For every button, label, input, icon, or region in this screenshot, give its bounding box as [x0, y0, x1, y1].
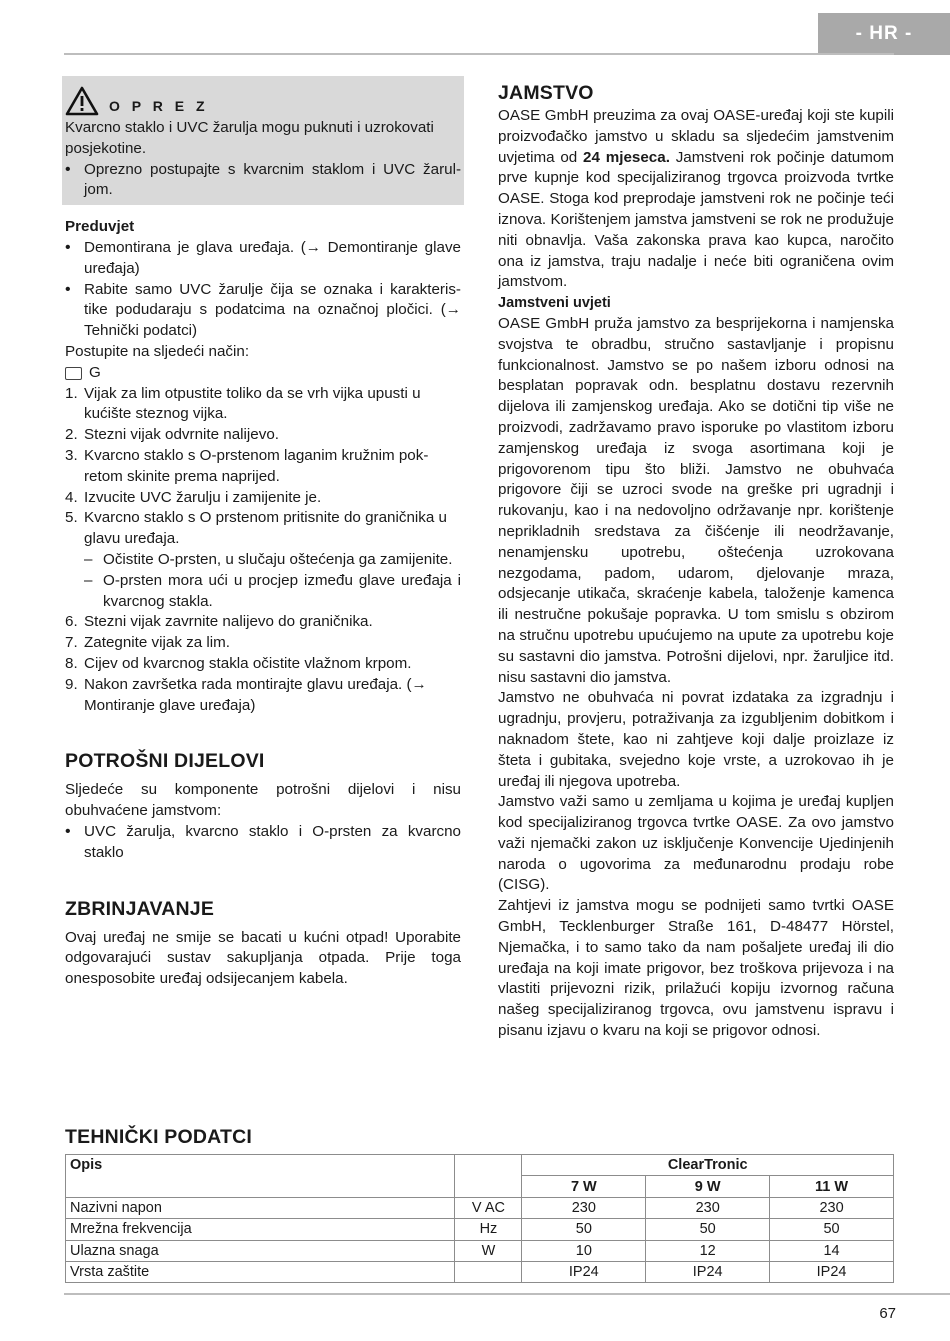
warranty-conditions-text: OASE GmbH pruža jamstvo za besprijekorna i namjenska svojstva te obradbu, stručno sastavljanje i propisnu funkcionalnost. Jamstvo se po našem izboru odnosi na besplatan popravak odn. besplatnu dostavu rezervnih dijelova ili zamjenskog uređaja. Ako se dotični tip više ne proizvodi, zadržavamo pravo isporuke po vlastitom izboru zamjenskog uređaja iz svoga asortimana koji je prigovorenom tipu što bliži. Jamstvo ne obuhvaća prigovore čiji se uzroci svode na greške pri ugradnji i rukovanju, kao i na nedovoljno održavanje npr. korištenje neprikladnih sredstava za čišćenje ili neodržavanje, nenamjensku upotrebu, oštećenja uzrokovana nezgodama, padom, udarom, djelovanje mraza, odsjecanje utikača, skraćenje kabela, taloženje kamenca ili nestručne pokušaje popravka. U tom smislu s obzirom na stručnu upotrebu upućujemo na upute za upotrebu koje su sastavni dio jamstva. Potrošni dijelovi, npr. žaruljice itd. nisu sastavni dio jamstva. — [498, 314, 894, 686]
table-header-cell: Opis — [66, 1155, 455, 1198]
sub-step-item: – O-prsten mora ući u procjep između glave uređaja i kvarcnog stakla. — [84, 571, 461, 613]
footer-rule — [64, 1293, 950, 1295]
table-cell: Nazivni napon — [66, 1197, 455, 1218]
precondition-item: • Demontirana je glava uređaja. (→ Demontiranje glave uređaja) — [65, 238, 461, 280]
warranty-exclusions-text: Jamstvo ne obuhvaća ni povrat izdataka za izgradnju i ugradnju, provjeru, potraživanja za izgubljenim dobitkom i naknadom štete, kao ni zahtjeve koji dalje proizlaze iz šteta i gubitaka, svejedno koje vrste, a uzrokovao ih je uređaj ili njegova upotreba. — [498, 689, 894, 790]
header-rule — [64, 53, 894, 55]
precondition-heading: Preduvjet — [65, 218, 135, 236]
step-item: 5. Kvarcno staklo s O prstenom pritisnite do graničnika u glavu uređaja. — [65, 509, 447, 548]
warranty-intro: OASE GmbH preuzima za ovaj OASE-uređaj koji ste kupili proizvođačko jamstvo u skladu sa sljedećim jamstvenim uvjetima od 24 mjeseca. Jamstveni rok počinje datumom prve kupnje kod specijaliziranog trgovca proizvoda tvrtke OASE. Stoga kod preprodaje jamstveni rok ne počinje teći iznova. Korištenjem jamstva jamstveni se rok ne produžuje niti obnavlja. Vaša zakonska prava kao kupca, naročito ona iz jamstva, traju nadalje i neće biti ograničena ovim jamstvom. — [498, 107, 895, 291]
right-column — [498, 80, 894, 1042]
table-cell: 50 — [522, 1219, 646, 1240]
consumables-text: Sljedeće su komponente potrošni dijelovi i nisu obuhvaćene jamstvom: — [65, 781, 461, 820]
caution-box — [62, 76, 464, 205]
table-cell: Mrežna frekvencija — [66, 1219, 455, 1240]
checkbox-icon — [65, 367, 82, 380]
procedure-intro: Postupite na sljedeći način: — [65, 342, 250, 360]
table-header-cell: 9 W — [646, 1176, 770, 1197]
table-cell: 10 — [522, 1240, 646, 1261]
step5-sublist — [84, 550, 461, 612]
step-item: 6. Stezni vijak zavrnite nalijevo do graničnika. — [65, 613, 373, 631]
table-cell: 230 — [646, 1197, 770, 1218]
table-header-cell: 7 W — [522, 1176, 646, 1197]
table-cell: Vrsta zaštite — [66, 1261, 455, 1282]
step-item: 8. Cijev od kvarcnog stakla očistite vlažnom krpom. — [65, 654, 412, 672]
table-cell: 14 — [770, 1240, 894, 1261]
table-cell: IP24 — [646, 1261, 770, 1282]
consumables-heading: POTROŠNI DIJELOVI — [65, 750, 265, 773]
language-tab: - HR - — [818, 13, 950, 55]
table-cell: IP24 — [522, 1261, 646, 1282]
disposal-text: Ovaj uređaj ne smije se bacati u kućni otpad! Uporabite odgovarajući sustav sakupljanja otpada. Prije toga onesposobite uređaj odsijecanjem kabela. — [65, 928, 461, 988]
g-reference — [65, 363, 461, 384]
table-cell: 230 — [522, 1197, 646, 1218]
caution-text: Kvarcno staklo i UVC žarulja mogu puknuti i uzrokovati posjekotine. — [65, 119, 434, 157]
step-item: 1. Vijak za lim otpustite toliko da se vrh vijka upusti u kućište steznog vijka. — [65, 384, 421, 423]
warranty-claims-text: Zahtjevi iz jamstva mogu se podnijeti samo tvrtki OASE GmbH, Tecklenburger Straße 161, D-48477 Hörstel, Njemačka, i to samo tako da nam pošaljete uređaj ili dio uređaja na koji imate prigovor, bez troškova prijevoza i na vlastiti prijevozni rizik, prilažući kopiju izvornog računa našeg specijaliziranog trgovca, ovu jamstvenu ispravu i pisanu izjavu o kvaru na koji se prigovor odnosi. — [498, 897, 894, 1040]
table-cell — [455, 1261, 522, 1282]
step-list — [65, 384, 461, 550]
table-header-cell: 11 W — [770, 1176, 894, 1197]
tech-data-table — [65, 1154, 894, 1283]
disposal-heading: ZBRINJAVANJE — [65, 897, 215, 920]
table-cell: Hz — [455, 1219, 522, 1240]
tech-data-section — [65, 1124, 895, 1283]
disposal-section — [65, 896, 461, 990]
table-header-row — [66, 1155, 894, 1176]
table-header-cell — [455, 1155, 522, 1198]
page-number: 67 — [879, 1305, 896, 1322]
consumables-section — [65, 748, 461, 863]
caution-bullet: • Oprezno postupajte s kvarcnim staklom i UVC žarul-jom. — [65, 160, 461, 202]
table-header-cell: ClearTronic — [522, 1155, 894, 1176]
table-cell: IP24 — [770, 1261, 894, 1282]
table-row — [66, 1261, 894, 1282]
precondition-item: • Rabite samo UVC žarulje čija se oznaka i karakteris-tike podudaraju s podatcima na označnoj pločici. (→ Tehnički podatci) — [65, 280, 461, 342]
step-item: 9. Nakon završetka rada montirajte glavu uređaja. (→ Montiranje glave uređaja) — [65, 675, 427, 714]
warranty-validity-text: Jamstvo važi samo u zemljama u kojima je uređaj kupljen kod specijaliziranog trgovca tvrtke OASE. Za ovo jamstvo važi njemački zakon uz isključenje Konvencije Ujedinjenih naroda o ugovorima za međunarodnu prodaju robe (CISG). — [498, 793, 894, 894]
warning-triangle-icon — [65, 86, 99, 116]
tech-data-heading: TEHNIČKI PODATCI — [65, 1126, 253, 1148]
step-list-continued — [65, 612, 461, 716]
table-row — [66, 1197, 894, 1218]
warranty-heading: JAMSTVO — [498, 82, 594, 104]
step-item: 4. Izvucite UVC žarulju i zamijenite je. — [65, 488, 322, 506]
sub-step-item: – Očistite O-prsten, u slučaju oštećenja ga zamijenite. — [84, 550, 461, 571]
step-item: 7. Zategnite vijak za lim. — [65, 634, 231, 652]
step-item: 3. Kvarcno staklo s O-prstenom laganim kružnim pok-retom skinite prema naprijed. — [65, 446, 429, 485]
g-label: G — [89, 363, 101, 381]
step-item: 2. Stezni vijak odvrnite nalijevo. — [65, 426, 280, 444]
table-cell: Ulazna snaga — [66, 1240, 455, 1261]
table-cell: 230 — [770, 1197, 894, 1218]
table-cell: V AC — [455, 1197, 522, 1218]
left-column — [65, 76, 461, 990]
table-cell: 50 — [646, 1219, 770, 1240]
consumables-item: • UVC žarulja, kvarcno staklo i O-prsten za kvarcno staklo — [65, 822, 461, 864]
table-cell: W — [455, 1240, 522, 1261]
warranty-conditions-heading: Jamstveni uvjeti — [498, 295, 611, 312]
caution-title: O P R E Z — [109, 97, 209, 114]
table-row — [66, 1240, 894, 1261]
table-cell: 12 — [646, 1240, 770, 1261]
table-cell: 50 — [770, 1219, 894, 1240]
table-row — [66, 1219, 894, 1240]
